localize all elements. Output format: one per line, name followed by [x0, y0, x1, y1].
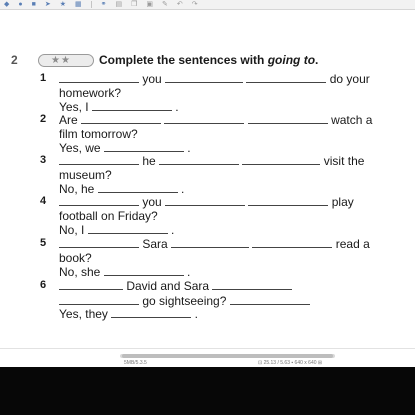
answer-blank[interactable] [59, 71, 139, 83]
copy-icon[interactable]: ❐ [131, 0, 138, 8]
answer-blank[interactable] [59, 293, 139, 305]
instruction-text: Complete the sentences with [99, 53, 268, 67]
instruction-emphasis: going to [267, 53, 316, 67]
q6-word-david: David and Sara [126, 279, 210, 293]
question-4-number: 4 [40, 195, 47, 207]
exercise-2 [0, 48, 415, 348]
question-2-number: 2 [40, 113, 47, 125]
answer-blank[interactable] [165, 194, 245, 206]
diamond-icon[interactable]: ◆ [4, 0, 10, 8]
instruction-end: . [315, 53, 319, 67]
answer-blank[interactable] [104, 264, 184, 276]
horizontal-scrollbar[interactable] [120, 354, 335, 358]
square-icon[interactable]: ■ [31, 0, 36, 8]
pen-icon[interactable]: ✎ [162, 0, 168, 8]
answer-blank[interactable] [212, 278, 292, 290]
q5-answer-dot: . [187, 265, 191, 279]
question-3-line-2: museum? [59, 168, 112, 182]
answer-blank[interactable] [246, 71, 326, 83]
scrollbar-thumb[interactable] [122, 354, 333, 358]
question-6-line-1 [59, 278, 292, 293]
question-1-line-2: homework? [59, 86, 122, 100]
answer-blank[interactable] [242, 153, 320, 165]
question-2-line-1 [59, 112, 372, 127]
undo-icon[interactable]: ↶ [176, 0, 183, 8]
circle-icon[interactable]: ● [18, 0, 23, 8]
q3-answer-start: No, he [59, 182, 95, 196]
image-icon[interactable]: ▣ [146, 0, 154, 8]
q5-answer-start: No, she [59, 265, 101, 279]
q4-answer-dot: . [171, 223, 175, 237]
q2-answer-dot: . [187, 141, 191, 155]
status-left-text: 5MB/5.3.5 [124, 360, 147, 366]
question-6-number: 6 [40, 279, 47, 291]
question-5-answer [59, 264, 190, 279]
answer-blank[interactable] [171, 236, 249, 248]
question-3-line-1 [59, 153, 364, 168]
question-4-line-2: football on Friday? [59, 209, 158, 223]
grid-icon[interactable]: ▦ [75, 0, 82, 8]
question-4-answer [59, 222, 174, 237]
answer-blank[interactable] [164, 112, 244, 124]
answer-blank[interactable] [98, 181, 178, 193]
question-3-number: 3 [40, 154, 47, 166]
question-5-number: 5 [40, 237, 47, 249]
q6-answer-dot: . [194, 307, 198, 321]
answer-blank[interactable] [59, 278, 123, 290]
answer-blank[interactable] [248, 194, 328, 206]
exercise-number: 2 [11, 53, 18, 67]
q1-word-you: you [142, 72, 162, 86]
status-right-text: ⊡ 25.13 / 5.63 ▪ 640 x 640 ⊞ [258, 360, 323, 366]
difficulty-stars-badge: ★★ [38, 54, 94, 67]
answer-blank[interactable] [230, 293, 310, 305]
answer-blank[interactable] [59, 153, 139, 165]
q3-answer-dot: . [181, 182, 185, 196]
page-icon[interactable]: ▤ [115, 0, 123, 8]
q4-answer-start: No, I [59, 223, 85, 237]
q6-word-go: go sightseeing? [142, 294, 227, 308]
q3-word-visit: visit the [323, 154, 365, 168]
question-5-line-1 [59, 236, 370, 251]
q6-answer-start: Yes, they [59, 307, 108, 321]
answer-blank[interactable] [165, 71, 243, 83]
question-2-line-2: film tomorrow? [59, 127, 138, 141]
arrow-icon[interactable]: ➤ [44, 0, 51, 8]
answer-blank[interactable] [111, 306, 191, 318]
answer-blank[interactable] [59, 194, 139, 206]
question-5-line-2: book? [59, 251, 92, 265]
bottom-black-bar [0, 367, 415, 415]
q5-word-read: read a [335, 237, 370, 251]
question-4-line-1 [59, 194, 354, 209]
q1-answer-dot: . [175, 100, 179, 114]
q1-word-do: do your [329, 72, 370, 86]
answer-blank[interactable] [159, 153, 239, 165]
star-icon[interactable]: ★ [59, 0, 67, 8]
q3-word-he: he [142, 154, 156, 168]
toolbar [0, 0, 415, 10]
question-1-number: 1 [40, 72, 47, 84]
answer-blank[interactable] [92, 99, 172, 111]
answer-blank[interactable] [248, 112, 328, 124]
question-6-answer [59, 306, 198, 321]
q4-word-play: play [331, 195, 354, 209]
answer-blank[interactable] [81, 112, 161, 124]
q1-answer-start: Yes, I [59, 100, 89, 114]
redo-icon[interactable]: ↷ [191, 0, 198, 8]
status-bar [0, 348, 415, 368]
link-icon[interactable]: ⚭ [100, 0, 107, 8]
answer-blank[interactable] [104, 140, 184, 152]
q4-word-you: you [142, 195, 162, 209]
q2-word-are: Are [59, 113, 78, 127]
answer-blank[interactable] [59, 236, 139, 248]
question-1-line-1 [59, 71, 370, 86]
q2-answer-start: Yes, we [59, 141, 101, 155]
exercise-instruction [99, 53, 318, 67]
q5-word-sara: Sara [142, 237, 168, 251]
answer-blank[interactable] [252, 236, 332, 248]
q2-word-watch: watch a [331, 113, 373, 127]
toolbar-separator [91, 1, 92, 8]
answer-blank[interactable] [88, 222, 168, 234]
